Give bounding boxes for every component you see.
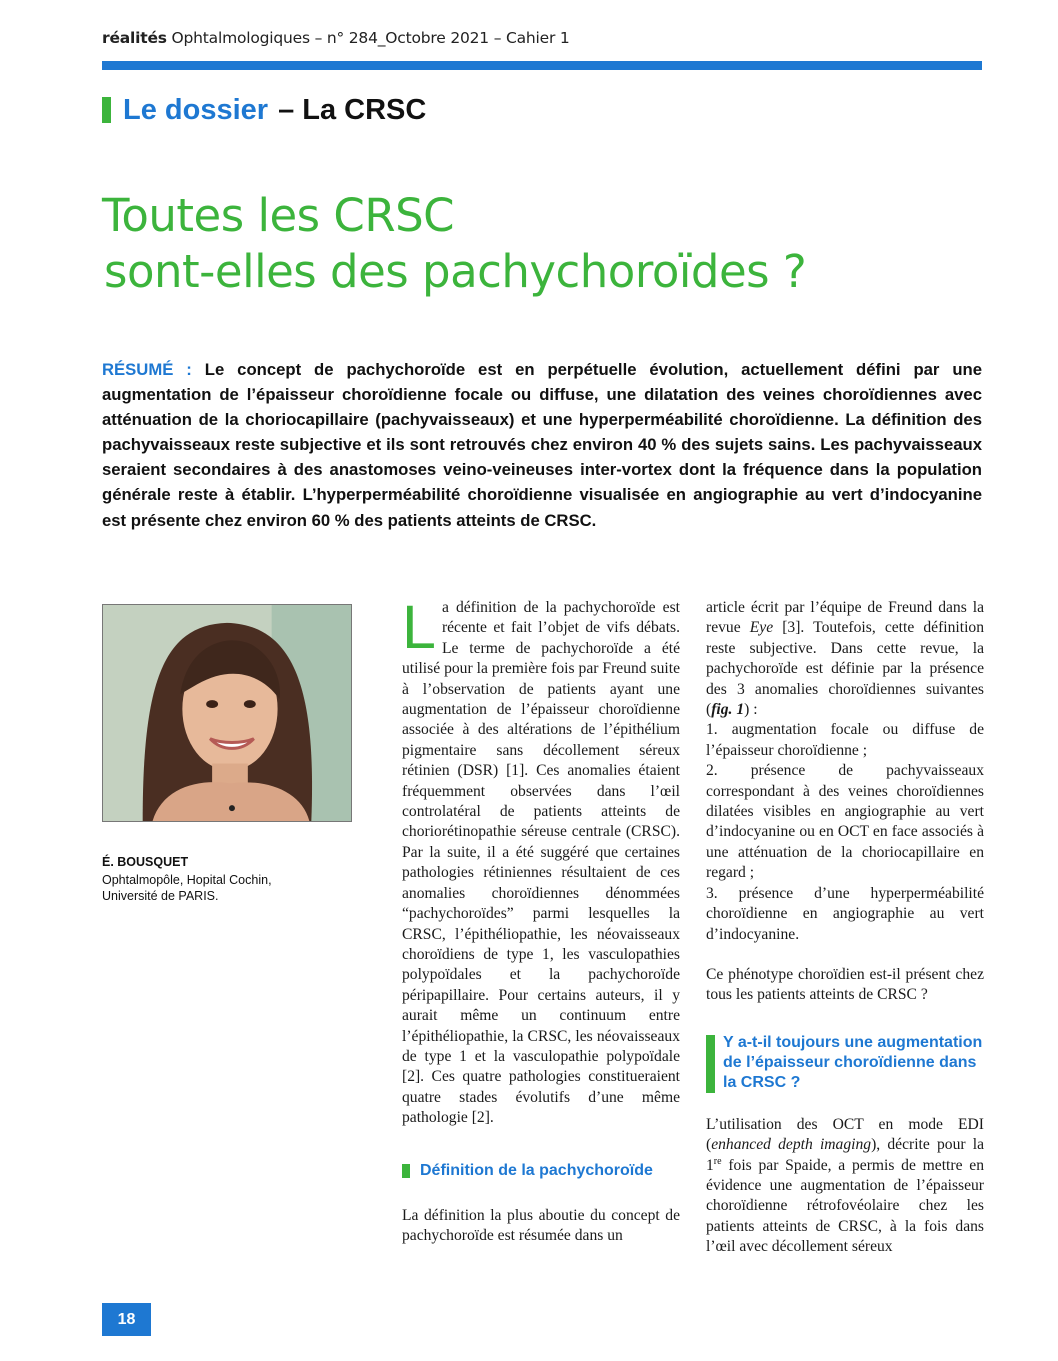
list-item-1: 1. augmentation focale ou diffuse de l’épaisseur choroïdienne ; [706, 721, 984, 759]
text-run: article écrit par l’équipe de Freund dans la revue [706, 599, 984, 637]
subheading-marker [402, 1164, 410, 1178]
journal-eye: Eye [749, 619, 774, 637]
list-item-3: 3. présence d’une hyperperméabilité choroïdienne en angiographie au vert d’indocyanine. [706, 884, 984, 943]
article-title [102, 188, 806, 300]
title-line-2: sont-elles des pachychoroïdes ? [104, 245, 807, 298]
text-column-1 [402, 593, 680, 1246]
subheading-thickness [706, 1033, 984, 1093]
emphasis: enhanced depth imaging [711, 1136, 872, 1154]
intro-paragraph [402, 593, 680, 1129]
figure-reference: fig. 1 [711, 701, 745, 719]
author-name: É. BOUSQUET [102, 855, 189, 869]
section-heading [102, 90, 426, 130]
issue-info: Ophtalmologiques – n° 284_Octobre 2021 – Cahier 1 [166, 29, 570, 47]
text-run: L’utilisation des OCT en mode EDI ( [706, 1115, 984, 1154]
text-column-2 [706, 598, 984, 1258]
portrait-illustration [103, 605, 351, 821]
affiliation-line-2: Université de PARIS. [102, 889, 219, 903]
list-item-2: 2. présence de pachyvaisseaux correspondant à des veines choroïdiennes dilatées visibles en angiographie au vert d’indocyanine ou en OCT en face associés à une atténuation de la choriocapillaire en regard ; [706, 762, 984, 882]
abstract [102, 357, 982, 533]
header-rule [102, 61, 982, 70]
drop-cap: L [402, 593, 436, 661]
section-topic: – La CRSC [278, 93, 427, 126]
page-number: 18 [102, 1303, 151, 1336]
definition-intro [706, 598, 984, 720]
affiliation-line-1: Ophtalmopôle, Hopital Cochin, [102, 873, 272, 887]
definition-paragraph: La définition la plus aboutie du concept de pachychoroïde est résumée dans un [402, 1206, 680, 1244]
text-run: ), décrite pour la 1 [706, 1136, 984, 1174]
text-run: [3]. Toutefois, cette définition reste subjective. Dans cette revue, la pachychoroïde est définie par la présence des 3 anomalies choroïdiennes suivantes ( [706, 619, 985, 719]
text-run: fois par Spaide, a permis de mettre en évidence une augmentation de l’épaisseur choroïdienne rétrofovéolaire chez les patients atteints de CRSC, à la fois dans l’œil avec décollement séreux [706, 1156, 984, 1256]
subheading-thickness-text: Y a-t-il toujours une augmentation de l’épaisseur choroïdienne dans la CRSC ? [723, 1033, 983, 1091]
running-head [102, 29, 570, 47]
author-affiliation [102, 872, 302, 904]
question-paragraph: Ce phénotype choroïdien est-il présent chez tous les patients atteints de CRSC ? [706, 965, 984, 1004]
journal-name: réalités [102, 29, 167, 47]
subheading-marker [706, 1035, 715, 1093]
section-dossier: Le dossier [123, 93, 269, 126]
subheading-definition-text: Définition de la pachychoroïde [420, 1161, 653, 1179]
section-marker [102, 97, 111, 123]
text-run: ) : [744, 701, 758, 719]
superscript: re [713, 1155, 722, 1167]
paragraph-gap [706, 945, 984, 965]
edi-paragraph [706, 1115, 984, 1258]
abstract-label: RÉSUMÉ : [102, 360, 192, 379]
abstract-text: Le concept de pachychoroïde est en perpétuelle évolution, actuellement défini par une augmentation de l’épaisseur choroïdienne focale ou diffuse, une dilatation des veines choroïdiennes avec atténuation de la choriocapillaire (pachyvaisseaux) et une hyperperméabilité choroïdienne. La définition des pachyvaisseaux reste subjective et ils sont retrouvés chez environ 40 % des sujets sains. Les pachyvaisseaux seraient secondaires à des anastomoses veino-veineuses inter-vortex dont la fréquence dans la population générale reste à établir. L’hyperperméabilité choroïdienne visualisée en angiographie au vert d’indocyanine est présente chez environ 60 % des patients atteints de CRSC. [102, 360, 982, 530]
intro-text: a définition de la pachychoroïde est récente et fait l’objet de vifs débats. Le terme de pachychoroïde a été utilisé pour la première fois par Freund suite à l’observation de patients ayant une augmentation de l’épaisseur choroïdienne associée à des altérations de l’épithélium pigmentaire sans décollement séreux rétinien (DSR) [1]. Ces anomalies étaient fréquemment observées dans l’œil controlatéral de patients atteints de choriorétinopathie séreuse centrale (CRSC). Par la suite, il a été suggéré que certaines pathologies rétiniennes résultaient de ces anomalies choroïdiennes dénommées “pachychoroïdes” parmi lesquelles la CRSC, l’épithéliopathie, les néovaisseaux choroïdiens de type 1, les vasculopathies polypoïdales et la pachychoroïde péripapillaire. Pour certains auteurs, il y aurait même un continuum entre l’épithéliopathie, la CRSC, les néovaisseaux de type 1 et la vasculopathie polypoïdale [2]. Ces quatre pathologies constitueraient quatre stades évolutifs d’une même pathologie [2]. [402, 599, 680, 1127]
author-photo [102, 604, 352, 822]
subheading-definition [402, 1161, 680, 1181]
title-line-1: Toutes les CRSC [102, 189, 455, 242]
